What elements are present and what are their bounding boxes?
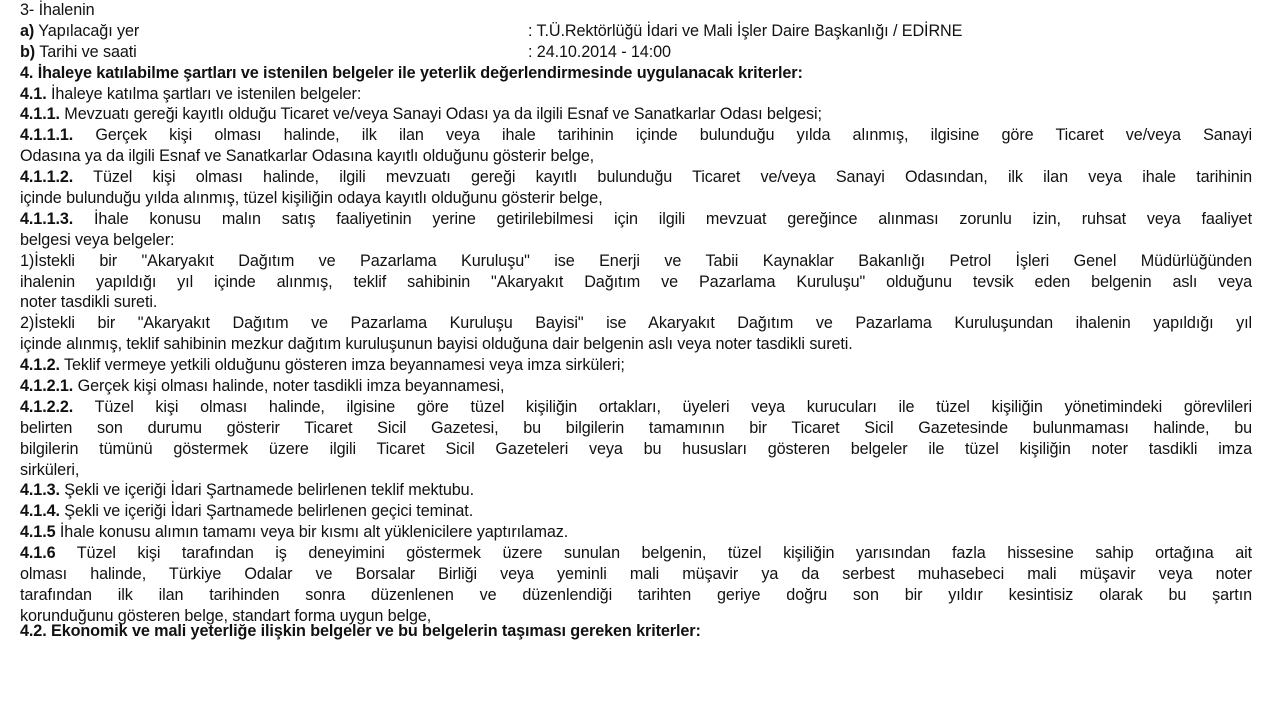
paragraph-line [20,167,1252,188]
paragraph-line [20,460,1252,481]
paragraph-number: 4.1.2.2. [20,397,74,416]
paragraph-list [20,84,1252,627]
paragraph-number: 4.1.1. [20,105,60,124]
section-3-a-row [20,21,1252,42]
paragraph-text: Tüzel kişi olması halinde, ilgisine göre tüzel kişiliğin ortakları, üyeleri veya kurucuları ile tüzel kişiliğin yönetimindeki görevlileri [73,397,1252,416]
paragraph-text: bilgilerin tümünü göstermek üzere ilgili Ticaret Sicil Gazeteleri veya bu hususları gösteren belgeler ile tüzel kişiliğin noter tasdikli imza [20,439,1252,458]
paragraph-number: 4.1.1.1. [20,126,74,145]
paragraph-line [20,418,1252,439]
paragraph-text: Mevzuatı gereği kayıtlı olduğu Ticaret ve/veya Sanayi Odası ya da ilgili Esnaf ve Sanatkarlar Odası belgesi; [59,105,822,124]
section-4-2-heading: 4.2. Ekonomik ve mali yeterliğe ilişkin belgeler ve bu belgelerin taşıması gereken kriterler: [20,621,701,640]
paragraph-text: korunduğunu gösteren belge, standart forma uygun belge, [20,606,432,625]
paragraph-text: İhaleye katılma şartları ve istenilen belgeler: [46,84,362,103]
paragraph-number: 4.1.5 [20,523,56,542]
paragraph-number: 4.1.2.1. [20,377,74,396]
paragraph-number: 4.1.4. [20,502,60,521]
paragraph-number: 4.1.1.2. [20,168,74,187]
section-3-heading: 3- İhalenin [20,1,95,19]
paragraph-line [20,272,1252,293]
paragraph-number: 4.1.1.3. [20,209,74,228]
paragraph-number: 4.1.3. [20,481,60,500]
paragraph-text: Teklif vermeye yetkili olduğunu gösteren imza beyannamesi veya imza sirküleri; [59,356,625,375]
paragraph-line [20,209,1252,230]
paragraph-text: Şekli ve içeriği İdari Şartnamede belirlenen teklif mektubu. [59,481,474,500]
paragraph-line [20,585,1252,606]
paragraph-text: İhale konusu malın satış faaliyetinin yerine getirilebilmesi için ilgili mevzuat gereğince alınması zorunlu izin, ruhsat veya faaliyet [73,209,1252,228]
paragraph-line [20,84,1252,105]
paragraph-line [20,439,1252,460]
paragraph-line [20,543,1252,564]
paragraph-line [20,355,1252,376]
item-a-key: a) [20,21,35,40]
paragraph-line [20,104,1252,125]
paragraph-number: 4.1.6 [20,544,56,563]
paragraph-text: Gerçek kişi olması halinde, noter tasdikli imza beyannamesi, [73,377,505,396]
paragraph-line [20,188,1252,209]
paragraph-line [20,522,1252,543]
paragraph-line [20,230,1252,251]
item-b-value: : 24.10.2014 - 14:00 [528,42,671,61]
paragraph-line [20,480,1252,501]
paragraph-text: Şekli ve içeriği İdari Şartnamede belirlenen geçici teminat. [59,502,474,521]
paragraph-line [20,501,1252,522]
paragraph-text: içinde alınmış, teklif sahibinin mezkur dağıtım kuruluşunun bayisi olduğuna dair belgenin aslı veya noter tasdikli sureti. [20,335,853,354]
paragraph-text: sirküleri, [20,460,80,479]
item-b-key: b) [20,42,36,61]
paragraph-text: Tüzel kişi olması halinde, ilgili mevzuatı gereği kayıtlı bulunduğu Ticaret ve/veya Sanayi Odasından, ilk ilan veya ihale tarihinin [73,168,1252,187]
section-4-heading: 4. İhaleye katılabilme şartları ve istenilen belgeler ile yeterlik değerlendirmesinde uygulanacak kriterler: [20,63,803,82]
item-b-label: Tarihi ve saati [35,42,137,61]
paragraph-line [20,313,1252,334]
section-3-b-row [20,42,1252,63]
paragraph-text: belirten son durumu gösterir Ticaret Sicil Gazetesi, bu bilgilerin tamamının bir Ticaret Sicil Gazetesinde bulunmaması halinde, bu [20,418,1252,437]
paragraph-text: ihalenin yapıldığı yıl içinde alınmış, teklif sahibinin "Akaryakıt Dağıtım ve Pazarlama Kuruluşu" olduğunu tevsik eden belgenin aslı veya [20,272,1252,291]
paragraph-text: Tüzel kişi tarafından iş deneyimini göstermek üzere sunulan belgenin, tüzel kişiliğin yarısından fazla hissesine sahip ortağına ait [55,544,1252,563]
paragraph-text: noter tasdikli sureti. [20,293,158,312]
paragraph-text: 1)İstekli bir "Akaryakıt Dağıtım ve Pazarlama Kuruluşu" ise Enerji ve Tabii Kaynaklar Bakanlığı Petrol İşleri Genel Müdürlüğünden [20,251,1252,270]
paragraph-text: içinde bulunduğu yılda alınmış, tüzel kişiliğin odaya kayıtlı olduğunu gösterir belge, [20,189,603,208]
paragraph-line [20,564,1252,585]
paragraph-line [20,292,1252,313]
paragraph-number: 4.1. [20,84,47,103]
item-a-value: : T.Ü.Rektörlüğü İdari ve Mali İşler Daire Başkanlığı / EDİRNE [528,21,963,40]
paragraph-text: belgesi veya belgeler: [20,230,175,249]
paragraph-text: İhale konusu alımın tamamı veya bir kısmı alt yüklenicilere yaptırılamaz. [55,523,569,542]
paragraph-line [20,397,1252,418]
paragraph-text: tarafından ilk ilan tarihinden sonra düzenlenen ve düzenlendiği tarihten geriye doğru son bir yıldır kesintisiz olarak bu şartın [20,585,1252,604]
paragraph-text: 2)İstekli bir "Akaryakıt Dağıtım ve Pazarlama Kuruluşu Bayisi" ise Akaryakıt Dağıtım ve Pazarlama Kuruluşundan ihalenin yapıldığı yıl [20,314,1252,333]
paragraph-line [20,251,1252,272]
paragraph-line [20,146,1252,167]
paragraph-text: Gerçek kişi olması halinde, ilk ilan veya ihale tarihinin içinde bulunduğu yılda alınmış, ilgisine göre Ticaret ve/veya Sanayi [73,126,1252,145]
tender-document [20,0,1252,642]
paragraph-line [20,376,1252,397]
paragraph-line [20,334,1252,355]
paragraph-number: 4.1.2. [20,356,60,375]
item-a-label: Yapılacağı yer [34,21,140,40]
paragraph-line [20,125,1252,146]
paragraph-text: olması halinde, Türkiye Odalar ve Borsalar Birliği veya yeminli mali müşavir ya da serbest muhasebeci mali müşavir veya noter [20,565,1252,584]
paragraph-text: Odasına ya da ilgili Esnaf ve Sanatkarlar Odasına kayıtlı olduğunu gösterir belge, [20,147,594,166]
